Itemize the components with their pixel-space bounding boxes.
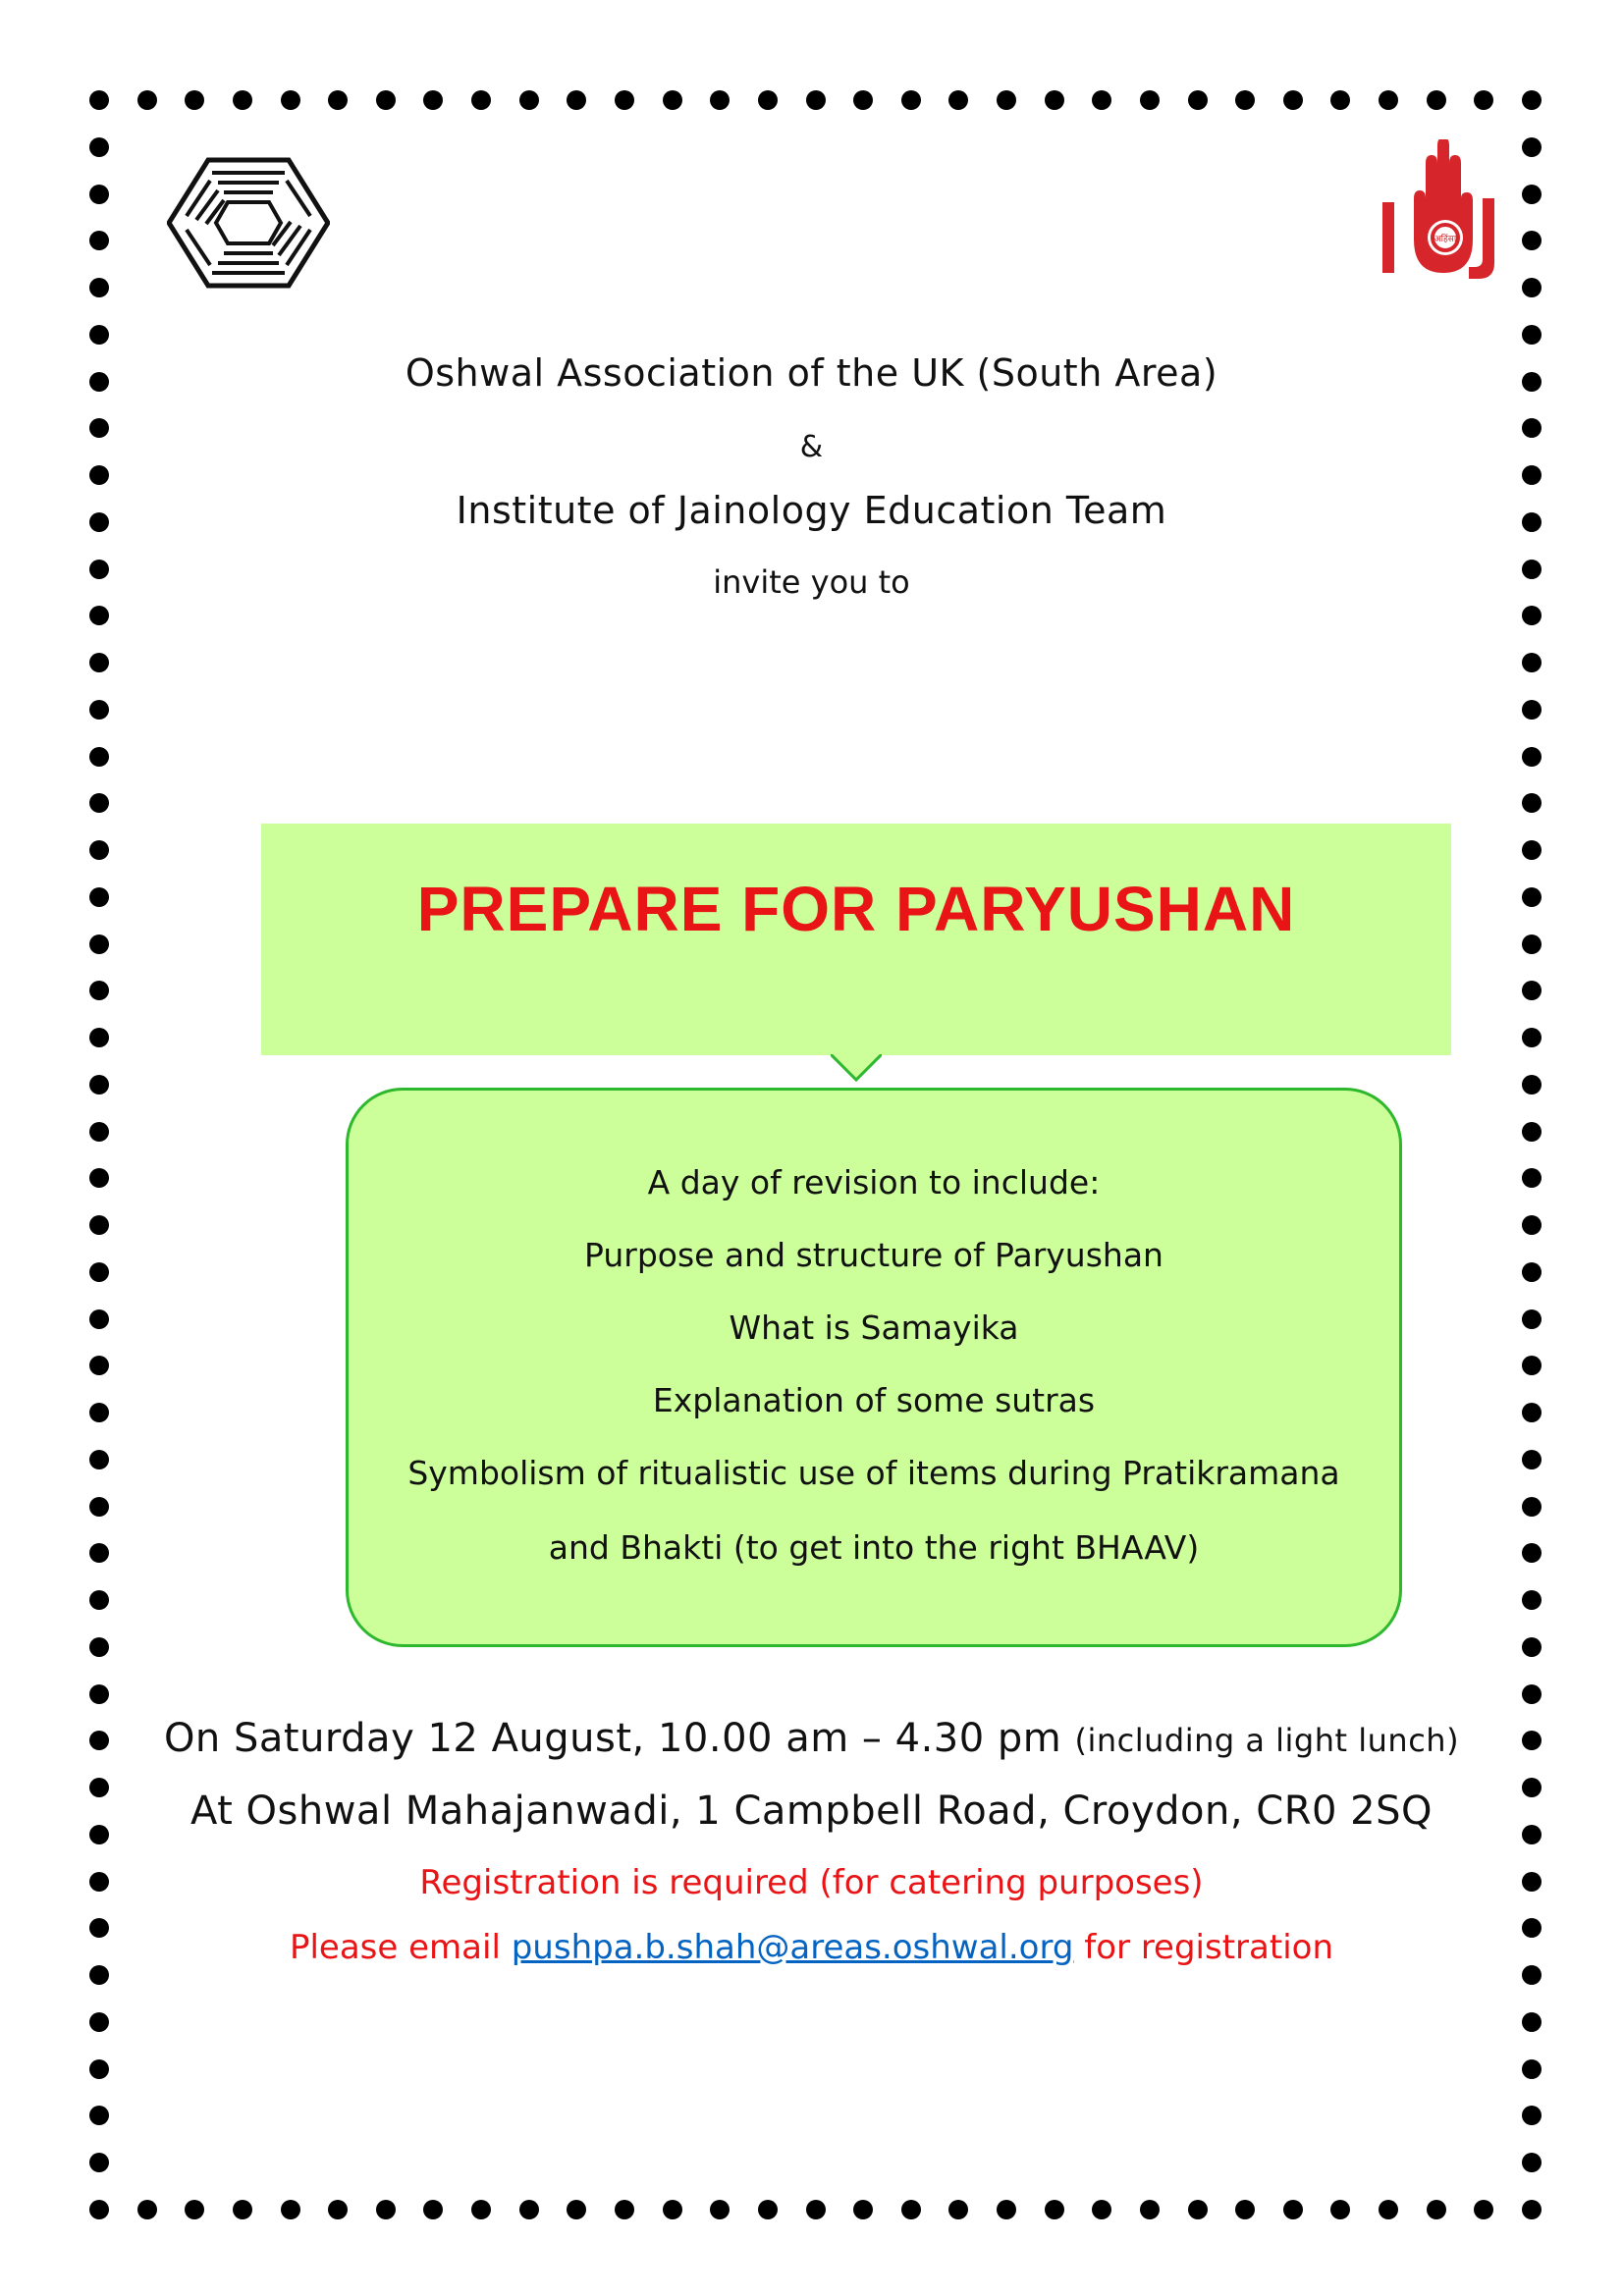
border-dot	[1522, 1168, 1542, 1188]
organiser-line-1: Oshwal Association of the UK (South Area)	[405, 351, 1218, 395]
border-dot	[376, 2200, 396, 2219]
border-dot	[901, 90, 921, 110]
border-dot	[89, 231, 109, 250]
border-dot	[1522, 840, 1542, 860]
border-dot	[89, 793, 109, 813]
border-dot	[89, 278, 109, 297]
border-dot	[89, 1965, 109, 1985]
border-dot	[471, 2200, 491, 2219]
border-dot	[710, 90, 730, 110]
border-dot	[89, 1497, 109, 1517]
border-dot	[89, 2059, 109, 2079]
border-dot	[1092, 90, 1111, 110]
border-dot	[89, 325, 109, 345]
border-dot	[806, 2200, 826, 2219]
border-dot	[853, 90, 873, 110]
border-dot	[89, 1168, 109, 1188]
border-dot	[1522, 1637, 1542, 1657]
border-dot	[328, 2200, 348, 2219]
border-dot	[1283, 2200, 1303, 2219]
border-dot	[89, 887, 109, 907]
event-title: PREPARE FOR PARYUSHAN	[416, 874, 1296, 944]
border-dot	[1522, 887, 1542, 907]
border-dot	[1522, 2012, 1542, 2032]
border-dot	[1522, 1309, 1542, 1329]
border-dot	[89, 2106, 109, 2125]
border-dot	[137, 90, 157, 110]
list-item: Symbolism of ritualistic use of items during Pratikramana	[407, 1454, 1340, 1492]
border-dot	[1522, 747, 1542, 767]
emblem-text: अहिंसा	[1434, 235, 1457, 244]
border-dot	[89, 1309, 109, 1329]
border-dot	[1522, 653, 1542, 672]
border-dot	[997, 2200, 1016, 2219]
border-dot	[1522, 1122, 1542, 1142]
border-dot	[89, 1262, 109, 1282]
border-dot	[1522, 1497, 1542, 1517]
border-dot	[710, 2200, 730, 2219]
border-dot	[567, 2200, 586, 2219]
border-dot	[1522, 981, 1542, 1000]
border-dot	[1522, 1590, 1542, 1610]
oshwal-hexagon-logo	[167, 157, 330, 289]
border-dot	[1188, 90, 1208, 110]
border-dot	[1522, 1262, 1542, 1282]
border-dot	[1427, 90, 1446, 110]
border-dot	[1330, 90, 1350, 110]
border-dot	[519, 90, 539, 110]
border-dot	[1522, 90, 1542, 110]
border-dot	[89, 1403, 109, 1422]
border-dot	[1283, 90, 1303, 110]
email-suffix: for registration	[1084, 1928, 1333, 1967]
registration-email-link[interactable]: pushpa.b.shah@areas.oshwal.org	[511, 1928, 1074, 1967]
border-dot	[1522, 1965, 1542, 1985]
invite-text: invite you to	[713, 563, 910, 601]
border-dot	[1522, 1075, 1542, 1095]
border-dot	[89, 90, 109, 110]
border-dot	[233, 90, 252, 110]
border-dot	[328, 90, 348, 110]
border-dot	[1235, 2200, 1255, 2219]
border-dot	[758, 2200, 778, 2219]
email-prefix: Please email	[289, 1928, 501, 1967]
list-item: Explanation of some sutras	[652, 1381, 1096, 1419]
border-dot	[1522, 2106, 1542, 2125]
border-dot	[1045, 2200, 1064, 2219]
border-dot	[137, 2200, 157, 2219]
border-dot	[1522, 325, 1542, 345]
border-dot	[89, 1215, 109, 1235]
border-dot	[89, 2200, 109, 2219]
banner-pointer-icon	[831, 1054, 882, 1084]
border-dot	[1522, 606, 1542, 625]
border-dot	[89, 2012, 109, 2032]
list-item: What is Samayika	[729, 1308, 1019, 1347]
border-dot	[806, 90, 826, 110]
border-dot	[1045, 90, 1064, 110]
border-dot	[376, 90, 396, 110]
border-dot	[89, 1590, 109, 1610]
border-dot	[853, 2200, 873, 2219]
border-dot	[89, 1543, 109, 1563]
border-dot	[1522, 137, 1542, 157]
border-dot	[663, 2200, 682, 2219]
border-dot	[1522, 793, 1542, 813]
border-dot	[901, 2200, 921, 2219]
border-dot	[89, 934, 109, 954]
border-dot	[1140, 90, 1160, 110]
border-dot	[89, 137, 109, 157]
border-dot	[1522, 2200, 1542, 2219]
border-dot	[1522, 231, 1542, 250]
border-dot	[1522, 465, 1542, 485]
border-dot	[1188, 2200, 1208, 2219]
border-dot	[1522, 1684, 1542, 1704]
border-dot	[89, 700, 109, 720]
border-dot	[1522, 2153, 1542, 2172]
border-dot	[89, 981, 109, 1000]
border-dot	[471, 90, 491, 110]
ampersand: &	[799, 430, 824, 464]
border-dot	[1522, 1403, 1542, 1422]
border-dot	[423, 2200, 443, 2219]
border-dot	[948, 90, 968, 110]
border-dot	[89, 2153, 109, 2172]
registration-note: Registration is required (for catering purposes)	[419, 1863, 1204, 1902]
topics-intro: A day of revision to include:	[647, 1163, 1101, 1201]
border-dot	[185, 2200, 204, 2219]
border-dot	[423, 90, 443, 110]
border-dot	[1522, 1215, 1542, 1235]
title-banner	[261, 824, 1451, 1055]
border-dot	[1092, 2200, 1111, 2219]
border-dot	[89, 1028, 109, 1047]
border-dot	[615, 90, 634, 110]
organiser-line-2: Institute of Jainology Education Team	[456, 489, 1167, 532]
border-dot	[89, 840, 109, 860]
list-item: Purpose and structure of Paryushan	[584, 1236, 1163, 1274]
border-dot	[997, 90, 1016, 110]
border-dot	[89, 1684, 109, 1704]
date-time-text: On Saturday 12 August, 10.00 am – 4.30 pm	[163, 1716, 1062, 1761]
border-dot	[233, 2200, 252, 2219]
event-venue: At Oshwal Mahajanwadi, 1 Campbell Road, Croydon, CR0 2SQ	[189, 1789, 1433, 1834]
border-dot	[1522, 934, 1542, 954]
border-dot	[1427, 2200, 1446, 2219]
border-dot	[519, 2200, 539, 2219]
border-dot	[89, 1122, 109, 1142]
border-dot	[948, 2200, 968, 2219]
border-dot	[1140, 2200, 1160, 2219]
border-dot	[89, 606, 109, 625]
border-dot	[567, 90, 586, 110]
border-dot	[1522, 1356, 1542, 1375]
border-dot	[89, 465, 109, 485]
border-dot	[1522, 278, 1542, 297]
border-dot	[1522, 185, 1542, 204]
list-item: and Bhakti (to get into the right BHAAV)	[548, 1528, 1200, 1567]
topics-box	[346, 1088, 1402, 1647]
border-dot	[615, 2200, 634, 2219]
border-dot	[1522, 1450, 1542, 1469]
border-dot	[281, 90, 300, 110]
jain-hand-emblem-logo	[1375, 139, 1517, 282]
border-dot	[1522, 1543, 1542, 1563]
border-dot	[89, 747, 109, 767]
border-dot	[1522, 700, 1542, 720]
border-dot	[1522, 1028, 1542, 1047]
border-dot	[663, 90, 682, 110]
registration-email-line	[0, 1928, 1623, 1967]
border-dot	[89, 1637, 109, 1657]
border-dot	[89, 1356, 109, 1375]
border-dot	[1522, 2059, 1542, 2079]
border-dot	[1379, 90, 1398, 110]
border-dot	[89, 653, 109, 672]
event-date-time	[0, 1716, 1623, 1761]
border-dot	[185, 90, 204, 110]
border-dot	[758, 90, 778, 110]
border-dot	[1474, 90, 1493, 110]
border-dot	[89, 185, 109, 204]
border-dot	[1474, 2200, 1493, 2219]
border-dot	[89, 1450, 109, 1469]
border-dot	[1379, 2200, 1398, 2219]
border-dot	[89, 1075, 109, 1095]
border-dot	[281, 2200, 300, 2219]
lunch-note: (including a light lunch)	[1074, 1722, 1460, 1759]
border-dot	[1235, 90, 1255, 110]
border-dot	[1330, 2200, 1350, 2219]
